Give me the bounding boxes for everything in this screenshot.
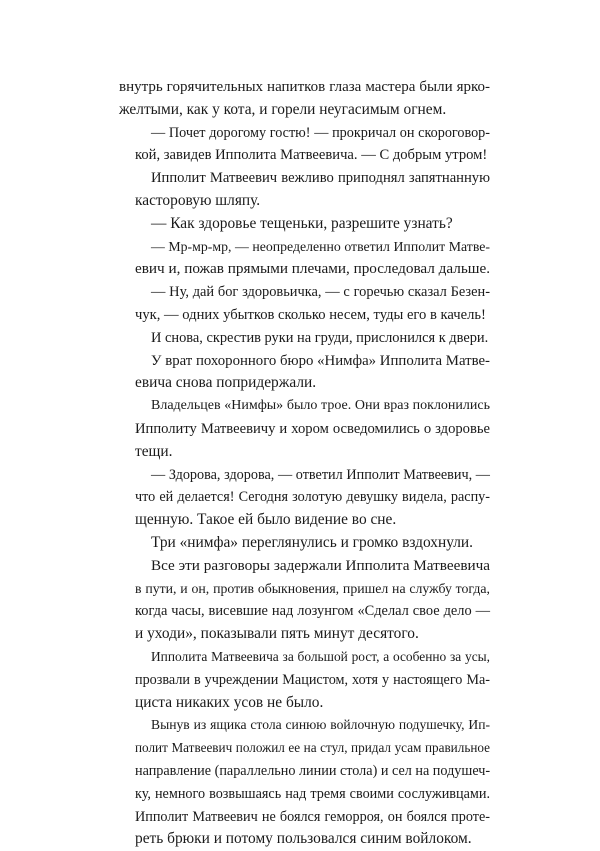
text-line: ку, немного возвышаясь над тремя своими сослуживцами. xyxy=(135,785,490,802)
text-line: евич и, пожав прямыми плечами, проследовал дальше. xyxy=(135,260,491,278)
text-line: щенную. Такое ей было видение во сне. xyxy=(135,511,397,529)
paragraph xyxy=(119,395,490,463)
text-line: Ипполит Матвеевич не боялся геморроя, он боялся протe- xyxy=(135,808,490,825)
text-line: прозвали в учреждении Мацистом, хотя у настоящего Ма- xyxy=(135,671,490,688)
text-line: — Почет дорогому гостю! — прокричал он скороговор- xyxy=(151,124,490,141)
paragraph xyxy=(119,350,490,396)
paragraph xyxy=(119,532,490,555)
paragraph xyxy=(119,167,490,213)
paragraph xyxy=(119,327,490,350)
text-line: направление (параллельно линии стола) и сел на подушеч- xyxy=(135,762,491,779)
text-line: тещи. xyxy=(135,442,173,460)
paragraph xyxy=(119,555,490,646)
text-line: в пути, и он, против обыкновения, пришел на службу тогда, xyxy=(135,580,490,596)
paragraph xyxy=(119,236,490,282)
text-line: Владельцев «Нимфы» было трое. Они враз поклонились xyxy=(151,398,490,414)
text-line: и уходи», показывали пять минут десятого. xyxy=(135,625,419,643)
text-line: полит Матвеевич положил ее на стул, придал усам правильное xyxy=(135,740,490,756)
text-line: Все эти разговоры задержали Ипполита Матвеевича xyxy=(151,556,490,574)
text-line: — Ну, дай бог здоровьичка, — с горечью сказал Безен- xyxy=(151,284,490,301)
text-line: циста никаких усов не было. xyxy=(135,693,324,711)
text-line: кой, завидев Ипполита Матвеевича. — С добрым утром! xyxy=(135,147,488,164)
text-line: Три «нимфа» переглянулись и громко вздохнули. xyxy=(151,533,473,551)
paragraph xyxy=(119,714,490,851)
text-line: — Мр-мр-мр, — неопределенно ответил Ипполит Матве- xyxy=(151,238,490,254)
paragraph xyxy=(119,76,490,122)
paragraph xyxy=(119,281,490,327)
text-line: Ипполит Матвеевич вежливо приподнял запятнанную xyxy=(151,170,490,187)
paragraph xyxy=(119,122,490,168)
paragraph xyxy=(119,464,490,532)
text-line: У врат похоронного бюро «Нимфа» Ипполита Матве- xyxy=(151,352,490,369)
text-line: что ей делается! Сегодня золотую девушку видела, распу- xyxy=(135,489,490,506)
text-line: когда часы, висевшие над лозунгом «Сделал свое дело — xyxy=(135,603,490,620)
text-line: желтыми, как у кота, и горели неугасимым огнем. xyxy=(119,100,447,118)
text-line: внутрь горячительных напитков глаза мастера были ярко- xyxy=(119,79,490,95)
text-line: И снова, скрестив руки на груди, прислонился к двери. xyxy=(151,329,489,346)
text-line: реть брюки и потому пользовался синим войлоком. xyxy=(135,830,472,848)
text-line: чук, — одних убытков сколько несем, туды его в качель! xyxy=(135,306,486,323)
text-line: Ипполита Матвеевича за большой рост, а особенно за усы, xyxy=(151,648,490,664)
text-line: евича снова попридержали. xyxy=(135,374,317,392)
text-line: — Здорова, здорова, — ответил Ипполит Матвеевич, — xyxy=(151,466,490,483)
page-text xyxy=(119,76,490,851)
paragraph xyxy=(119,646,490,714)
text-line: — Как здоровье тещеньки, разрешите узнать? xyxy=(151,214,453,232)
text-line: касторовую шляпу. xyxy=(135,191,261,209)
paragraph xyxy=(119,213,490,236)
text-line: Вынув из ящика стола синюю войлочную подушечку, Ип- xyxy=(151,717,490,733)
text-line: Ипполиту Матвеевичу и хором осведомились о здоровье xyxy=(135,420,490,437)
